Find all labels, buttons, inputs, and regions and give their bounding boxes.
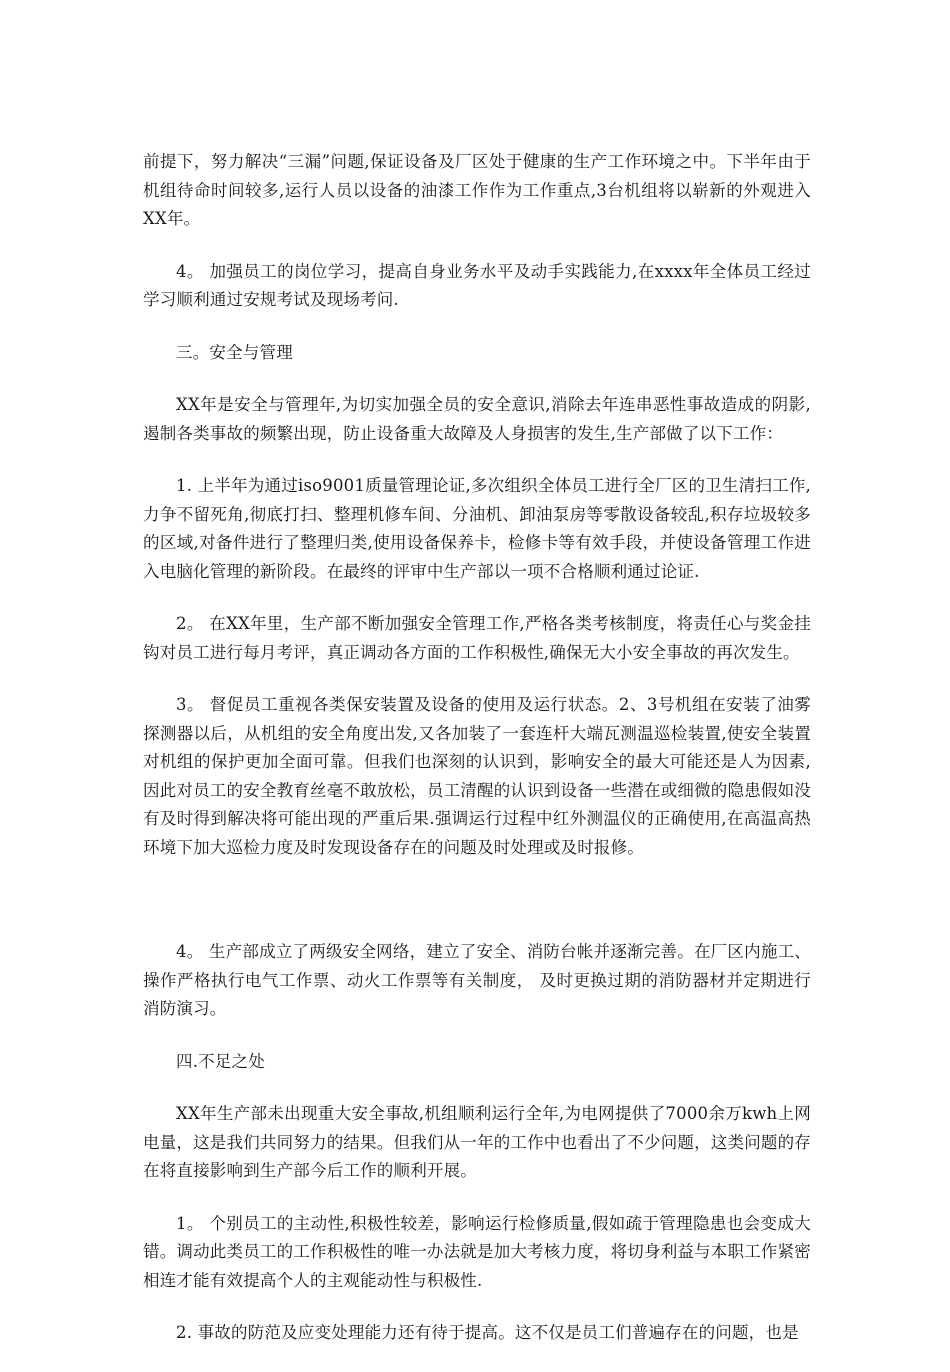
paragraph-safety-item-3: 3。 督促员工重视各类保安装置及设备的使用及运行状态。2、3号机组在安装了油雾探测器以后，从机组的安全角度出发,又各加装了一套连杆大端瓦测温巡检装置,使安全装置对机组的保护更加全面可靠。但我们也深刻的认识到，影响安全的最大可能还是人为因素,因此对员工的安全教育丝毫不敢放松，员工清醒的认识到设备一些潜在或细微的隐患假如没有及时得到解决将可能出现的严重后果.强调运行过程中红外测温仪的正确使用,在高温高热环境下加大巡检力度及时发现设备存在的问题及时处理或及时报修。: [143, 695, 811, 857]
section-heading-safety-management: 三。安全与管理: [176, 342, 293, 362]
section-heading-shortcomings: 四.不足之处: [176, 1051, 265, 1071]
paragraph-shortcomings-intro: XX年生产部未出现重大安全事故,机组顺利运行全年,为电网提供了7000余万kwh上网电量，这是我们共同努力的结果。但我们从一年的工作中也看出了不少问题，这类问题的存在将直接影响到生产部今后工作的顺利开展。: [143, 1104, 811, 1180]
document-body: [143, 148, 811, 1372]
paragraph-safety-item-1: 1. 上半年为通过iso9001质量管理论证,多次组织全体员工进行全厂区的卫生清扫工作,力争不留死角,彻底打扫、整理机修车间、分油机、卸油泵房等零散设备较乱,积存垃圾较多的区域,对备件进行了整理归类,使用设备保养卡，检修卡等有效手段，并使设备管理工作进入电脑化管理的新阶段。在最终的评审中生产部以一项不合格顺利通过论证.: [143, 476, 811, 581]
paragraph-safety-intro: XX年是安全与管理年,为切实加强全员的安全意识,消除去年连串恶性事故造成的阴影,遏制各类事故的频繁出现，防止设备重大故障及人身损害的发生,生产部做了以下工作：: [143, 395, 811, 443]
paragraph-safety-item-2: 2。 在XX年里，生产部不断加强安全管理工作,严格各类考核制度，将责任心与奖金挂钩对员工进行每月考评，真正调动各方面的工作积极性,确保无大小安全事故的再次发生。: [143, 614, 811, 662]
blank-spacer: [143, 886, 811, 938]
paragraph-item-4-training: 4。 加强员工的岗位学习，提高自身业务水平及动手实践能力,在xxxx年全体员工经过学习顺利通过安规考试及现场考问.: [143, 261, 811, 309]
paragraph-continuation: 前提下，努力解决“三漏”问题,保证设备及厂区处于健康的生产工作环境之中。下半年由于机组待命时间较多,运行人员以设备的油漆工作作为工作重点,3台机组将以崭新的外观进入XX年。: [143, 152, 811, 228]
paragraph-safety-item-4: 4。 生产部成立了两级安全网络，建立了安全、消防台帐并逐渐完善。在厂区内施工、操作严格执行电气工作票、动火工作票等有关制度， 及时更换过期的消防器材并定期进行消防演习。: [143, 942, 811, 1018]
paragraph-shortcomings-item-1: 1。 个别员工的主动性,积极性较差，影响运行检修质量,假如疏于管理隐患也会变成大错。调动此类员工的工作积极性的唯一办法就是加大考核力度，将切身利益与本职工作紧密相连才能有效提高个人的主观能动性与积极性.: [143, 1213, 811, 1290]
paragraph-shortcomings-item-2: 2. 事故的防范及应变处理能力还有待于提高。这不仅是员工们普遍存在的问题，也是: [176, 1323, 799, 1342]
